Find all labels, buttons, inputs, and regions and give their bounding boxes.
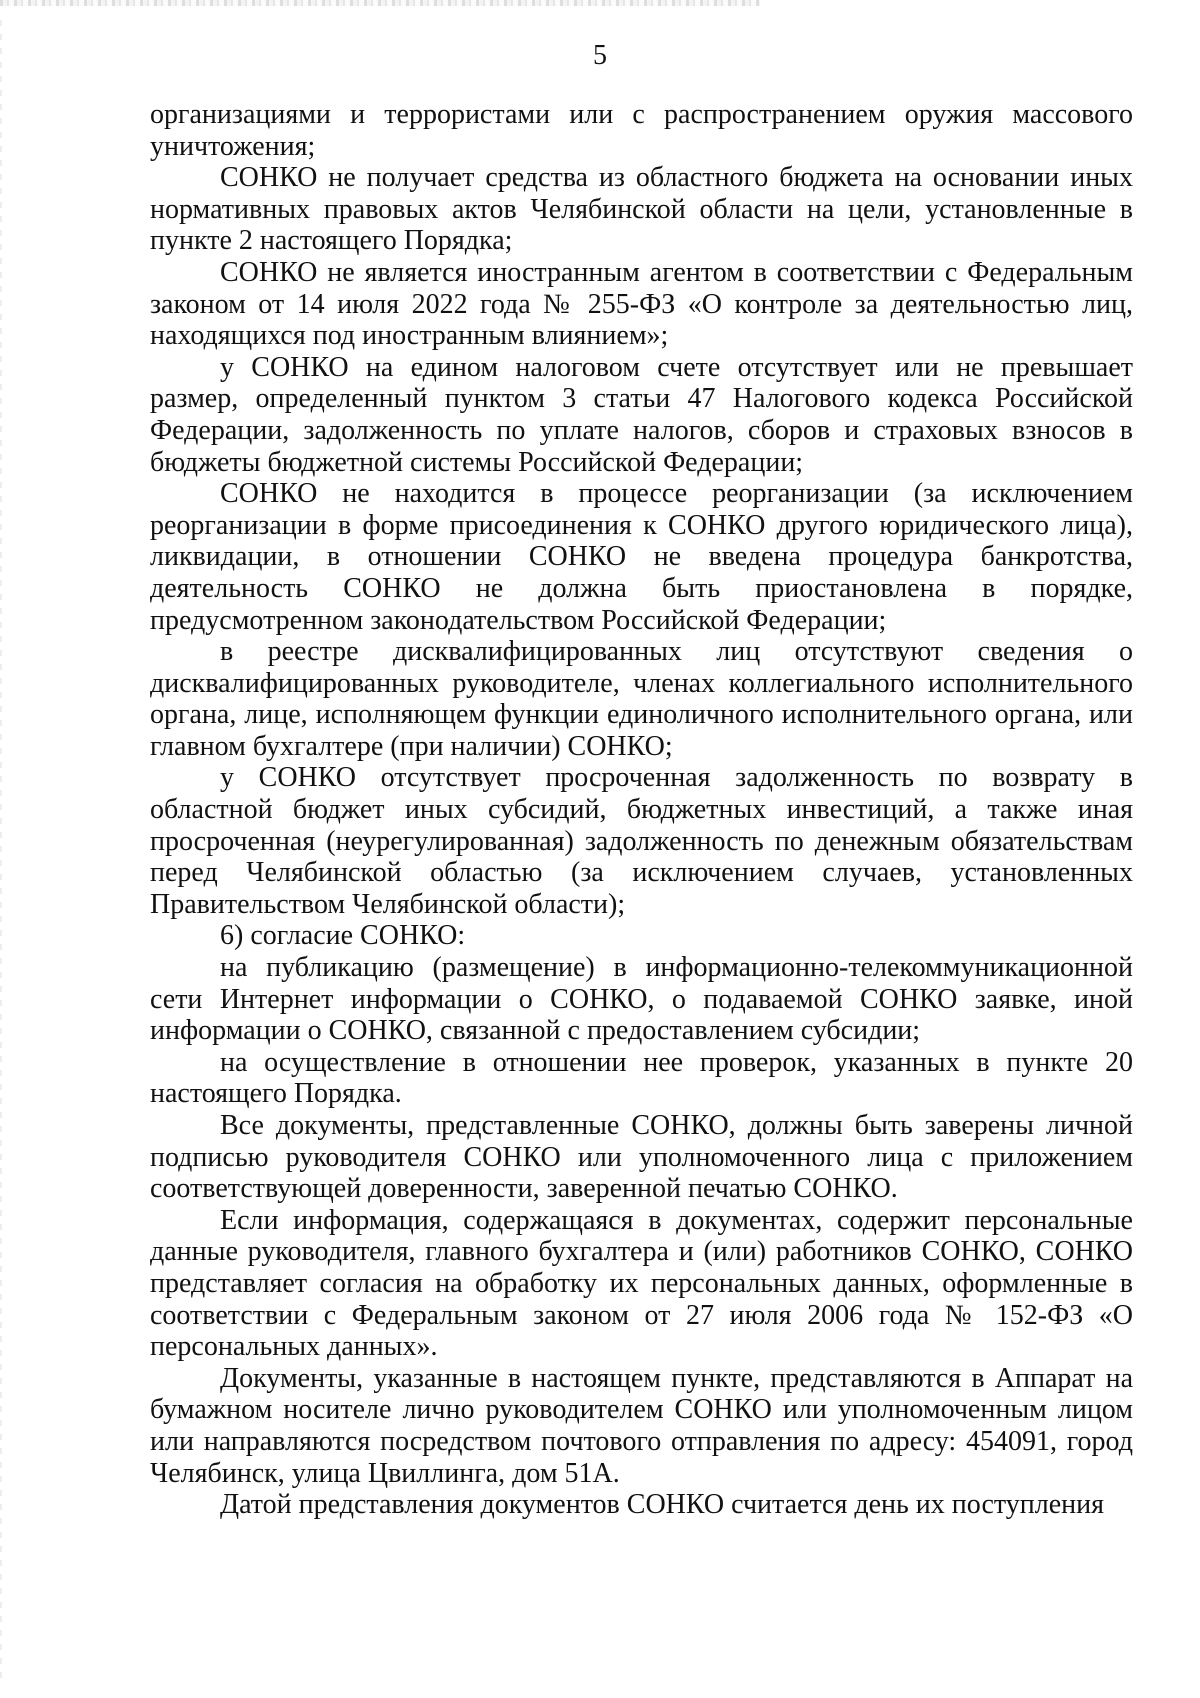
paragraph: СОНКО не находится в процессе реорганизации (за исключением реорганизации в форме присоединения к СОНКО другого юридического лица), ликвидации, в отношении СОНКО не введена процедура банкротства, деятельность СОНКО не должна быть приостановлена в порядке, предусмотренном законодательством Российской Федерации; bbox=[150, 478, 1133, 636]
paragraph: Если информация, содержащаяся в документах, содержит персональные данные руководителя, главного бухгалтера и (или) работников СОНКО, СОНКО представляет согласия на обработку их персональных данных, оформленные в соответствии с Федеральным законом от 27 июля 2006 года № 152-ФЗ «О персональных данных». bbox=[150, 1204, 1133, 1363]
paragraph: Документы, указанные в настоящем пункте, представляются в Аппарат на бумажном носителе лично руководителем СОНКО или уполномоченным лицом или направляются посредством почтового отправления по адресу: 454091, город Челябинск, улица Цвиллинга, дом 51А. bbox=[150, 1362, 1133, 1489]
scan-artifact-top bbox=[0, 0, 760, 6]
paragraph: Датой представления документов СОНКО считается день их поступления bbox=[220, 1489, 1104, 1521]
paragraph: СОНКО не является иностранным агентом в соответствии с Федеральным законом от 14 июля 2022 года № 255-ФЗ «О контроле за деятельностью лиц, находящихся под иностранным влиянием»; bbox=[150, 256, 1133, 352]
paragraph: 6) согласие СОНКО: bbox=[220, 920, 466, 952]
paragraph: Все документы, представленные СОНКО, должны быть заверены личной подписью руководителя СОНКО или уполномоченного лица с приложением соответствующей доверенности, заверенной печатью СОНКО. bbox=[150, 1110, 1133, 1205]
paragraph: на осуществление в отношении нее проверок, указанных в пункте 20 настоящего Порядка. bbox=[150, 1046, 1133, 1110]
paragraph: у СОНКО отсутствует просроченная задолженность по возврату в областной бюджет иных субсидий, бюджетных инвестиций, а также иная просроченная (неурегулированная) задолженность по денежным обязательствам перед Челябинской областью (за исключением случаев, установленных Правительством Челябинской области); bbox=[150, 762, 1133, 920]
paragraph: у СОНКО на едином налоговом счете отсутствует или не превышает размер, определенный пунктом 3 статьи 47 Налогового кодекса Российской Федерации, задолженность по уплате налогов, сборов и страховых взносов в бюджеты бюджетной системы Российской Федерации; bbox=[150, 351, 1133, 478]
document-body bbox=[150, 99, 1133, 1521]
paragraph: СОНКО не получает средства из областного бюджета на основании иных нормативных правовых актов Челябинской области на цели, установленные в пункте 2 настоящего Порядка; bbox=[150, 162, 1133, 257]
page-number: 5 bbox=[593, 40, 607, 71]
scan-artifact-left bbox=[0, 20, 2, 1680]
paragraph: организациями и террористами или с распространением оружия массового уничтожения; bbox=[150, 99, 1133, 162]
paragraph: в реестре дисквалифицированных лиц отсутствуют сведения о дисквалифицированных руководителе, членах коллегиального исполнительного органа, лице, исполняющем функции единоличного исполнительного органа, или главном бухгалтере (при наличии) СОНКО; bbox=[150, 636, 1133, 762]
paragraph: на публикацию (размещение) в информационно-телекоммуникационной сети Интернет информации о СОНКО, о подаваемой СОНКО заявке, иной информации о СОНКО, связанной с предоставлением субсидии; bbox=[150, 952, 1133, 1047]
